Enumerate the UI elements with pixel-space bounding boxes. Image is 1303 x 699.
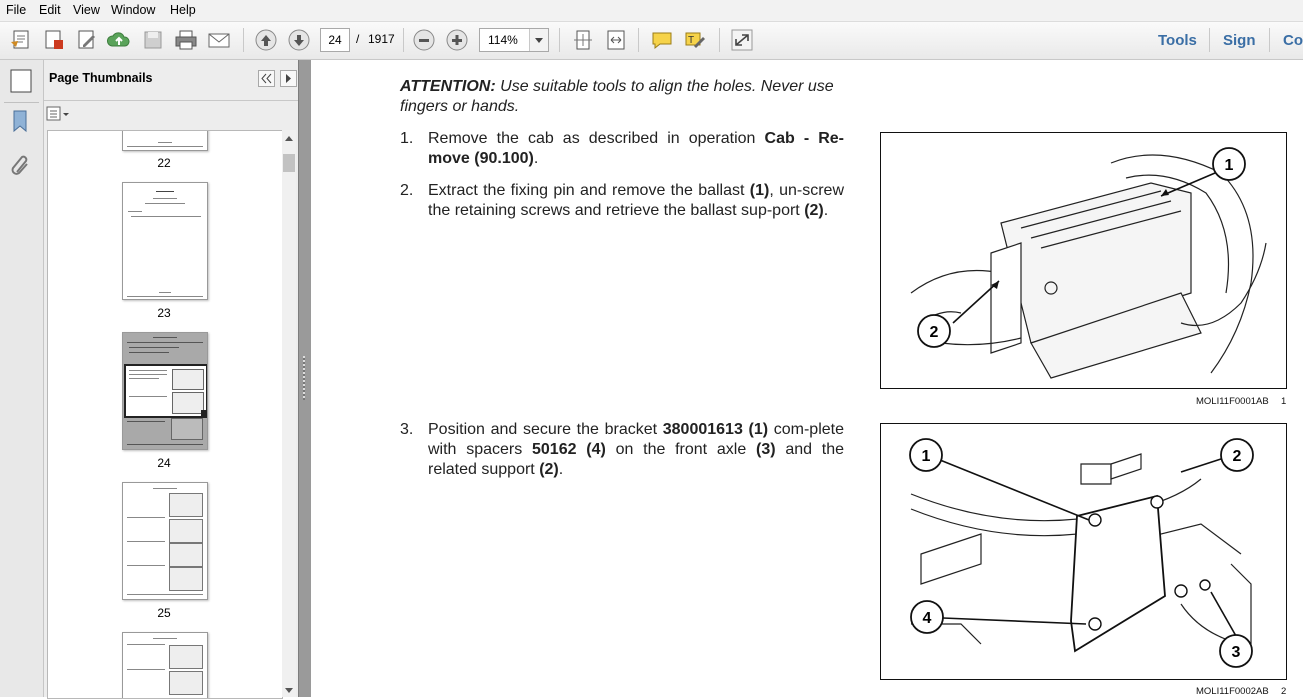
expand-icon[interactable] <box>729 28 755 52</box>
step-number: 1. <box>400 130 414 147</box>
menu-view[interactable]: View <box>73 3 100 17</box>
combine-files-icon[interactable] <box>41 28 67 52</box>
document-view <box>311 60 1303 697</box>
navigation-pane-icons <box>0 60 44 697</box>
expand-panel-icon[interactable] <box>280 70 297 87</box>
thumbnail-list <box>47 130 283 699</box>
step-text: Remove the cab as described in operation Cab - Re-move (90.100). <box>428 130 844 167</box>
thumbnails-panel <box>44 60 299 697</box>
step-text: Position and secure the bracket 380001613 (1) com-plete with spacers 50162 (4) on the front axle (3) and the related support (2). <box>428 421 845 478</box>
thumbnail-page-number: 23 <box>157 306 171 320</box>
pane-splitter[interactable] <box>298 60 311 697</box>
callout-label: 2 <box>929 324 939 341</box>
toolbar-divider <box>1209 28 1210 52</box>
comment-link[interactable]: Co <box>1283 32 1303 49</box>
page-total: 1917 <box>368 32 395 46</box>
create-pdf-icon[interactable] <box>9 28 35 52</box>
cloud-upload-icon[interactable] <box>106 28 132 52</box>
bracket-illustration <box>881 424 1286 679</box>
figure-number: 1 <box>1281 396 1287 407</box>
print-icon[interactable] <box>173 28 199 52</box>
highlight-icon[interactable] <box>682 28 708 52</box>
toolbar-divider <box>638 28 639 52</box>
scroll-up-icon[interactable] <box>285 136 293 141</box>
collapse-panel-icon[interactable] <box>258 70 275 87</box>
page-thumbnail[interactable] <box>122 482 208 600</box>
menu-help[interactable]: Help <box>170 3 196 17</box>
callout-label: 2 <box>1232 448 1242 465</box>
callout-label: 1 <box>921 448 931 465</box>
attention-label: ATTENTION: <box>400 78 496 95</box>
bookmarks-icon[interactable] <box>8 108 34 134</box>
next-page-icon[interactable] <box>286 28 312 52</box>
page-thumbnail[interactable] <box>122 632 208 699</box>
scroll-thumb[interactable] <box>283 154 295 172</box>
menu-window[interactable]: Window <box>111 3 156 17</box>
callout-label: 3 <box>1231 644 1241 661</box>
svg-text:T: T <box>688 35 695 46</box>
thumbnail-scrollbar[interactable] <box>282 130 296 697</box>
tools-link[interactable]: Tools <box>1158 32 1197 49</box>
figure-ballast <box>880 132 1287 389</box>
full-width-icon[interactable] <box>603 28 629 52</box>
page-thumbnails-icon[interactable] <box>8 68 34 94</box>
callout-label: 4 <box>922 610 932 627</box>
thumbnail-page-number: 22 <box>157 156 171 170</box>
main-toolbar <box>0 22 1303 60</box>
fit-page-icon[interactable] <box>570 28 596 52</box>
page-thumbnail[interactable] <box>122 182 208 300</box>
step-number: 3. <box>400 421 414 438</box>
chevron-down-icon[interactable] <box>529 29 548 51</box>
step-number: 2. <box>400 182 414 199</box>
comment-icon[interactable] <box>649 28 675 52</box>
figure-code: MOLI11F0002AB <box>1196 686 1269 697</box>
page-number-input[interactable]: 24 <box>320 28 350 52</box>
menu-bar <box>0 0 1303 22</box>
page-separator: / <box>356 32 360 46</box>
figure-bracket <box>880 423 1287 680</box>
sign-link[interactable]: Sign <box>1223 32 1256 49</box>
attention-note <box>400 77 856 117</box>
figure-code: MOLI11F0001AB <box>1196 396 1269 407</box>
toolbar-divider <box>719 28 720 52</box>
step-text: Extract the fixing pin and remove the ballast (1), un-screw the retaining screws and retrieve the ballast sup-port (2). <box>428 182 845 219</box>
toolbar-divider <box>1269 28 1270 52</box>
attention-text: Use suitable tools to align the holes. Never use fingers or hands. <box>400 78 834 115</box>
page-thumbnail[interactable] <box>122 130 208 151</box>
nav-divider <box>4 102 39 103</box>
toolbar-divider <box>559 28 560 52</box>
toolbar-divider <box>403 28 404 52</box>
scroll-down-icon[interactable] <box>285 688 293 693</box>
page-thumbnail-current[interactable] <box>122 332 208 450</box>
options-menu-icon[interactable] <box>46 105 72 123</box>
zoom-out-icon[interactable] <box>411 28 437 52</box>
zoom-select[interactable] <box>479 28 549 52</box>
email-icon[interactable] <box>206 28 232 52</box>
panel-divider <box>44 100 298 101</box>
zoom-value: 114% <box>488 33 518 47</box>
menu-file[interactable]: File <box>6 3 27 17</box>
panel-title: Page Thumbnails <box>49 71 153 85</box>
thumbnail-page-number: 24 <box>157 456 171 470</box>
menu-edit[interactable]: Edit <box>39 3 61 17</box>
callout-label: 1 <box>1224 157 1234 174</box>
zoom-in-icon[interactable] <box>444 28 470 52</box>
save-icon[interactable] <box>140 28 166 52</box>
previous-page-icon[interactable] <box>253 28 279 52</box>
edit-pdf-icon[interactable] <box>74 28 100 52</box>
viewport-frame[interactable] <box>124 364 208 418</box>
figure-number: 2 <box>1281 686 1287 697</box>
attachments-icon[interactable] <box>8 152 34 178</box>
ballast-illustration <box>881 133 1286 388</box>
toolbar-divider <box>243 28 244 52</box>
thumbnail-page-number: 25 <box>157 606 171 620</box>
